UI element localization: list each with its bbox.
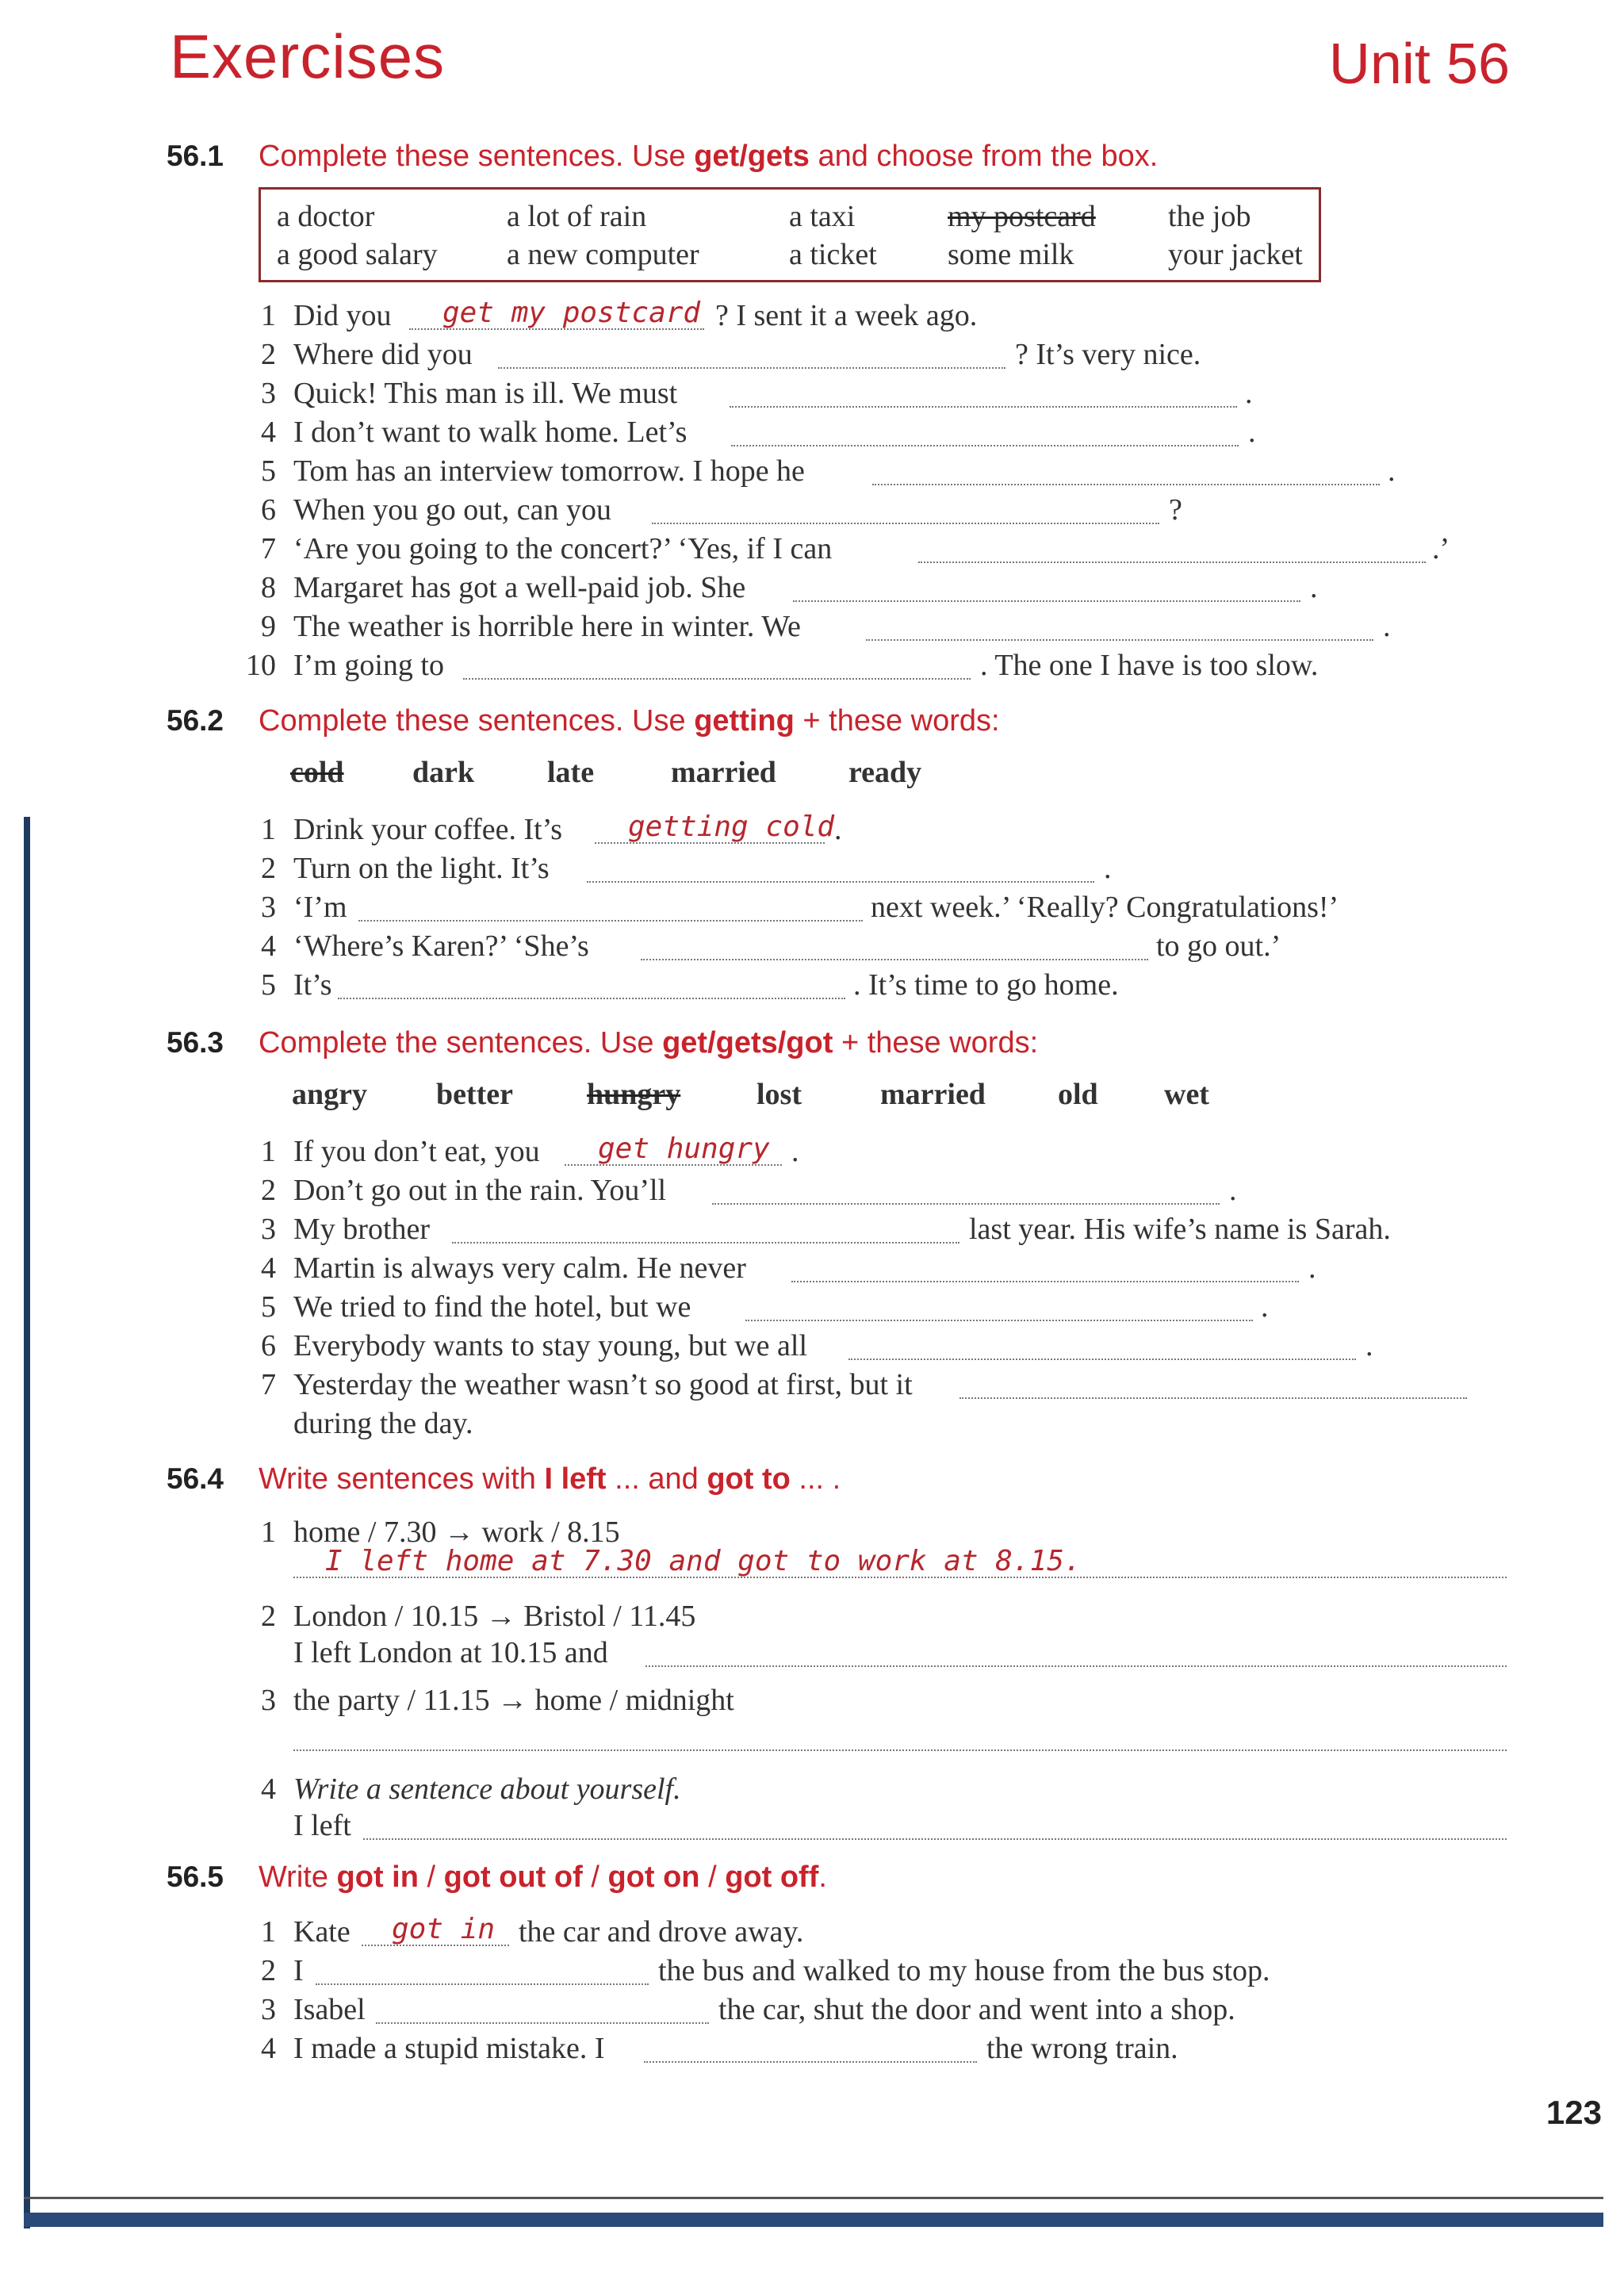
exercise-item (0, 1599, 1624, 1638)
exercise-item (0, 890, 1624, 929)
item-text: London / 10.15 → Bristol / 11.45 (293, 1600, 696, 1633)
handwritten-answer: get my postcard (442, 297, 701, 329)
box-word: a ticket (789, 238, 877, 271)
exercise-item (0, 1212, 1624, 1251)
item-number: 3 (261, 1213, 276, 1246)
box-word: a new computer (507, 238, 699, 271)
exercise-item (0, 648, 1624, 688)
exercise-number: 56.3 (167, 1026, 224, 1059)
item-number: 3 (261, 1684, 276, 1717)
exercise-item (0, 570, 1624, 610)
item-number: 2 (261, 1600, 276, 1633)
exercise-item (0, 1367, 1624, 1407)
word-list (0, 1077, 1624, 1117)
item-text: My brother (293, 1213, 431, 1246)
answer-blank[interactable] (498, 367, 1005, 369)
item-text: . (834, 813, 842, 846)
answer-blank[interactable] (959, 1397, 1467, 1399)
box-word: a lot of rain (507, 200, 647, 233)
answer-blank[interactable] (363, 1838, 1507, 1840)
word-list (0, 755, 1624, 795)
item-text: It’s (293, 968, 332, 1002)
exercise-56-4 (0, 1462, 1624, 1502)
answer-blank[interactable] (872, 484, 1380, 485)
unit-title: Unit 56 (1328, 33, 1510, 96)
item-text: If you don’t eat, you (293, 1135, 540, 1168)
page-edge-line (24, 2197, 1603, 2199)
exercise-instruction: Complete these sentences. Use getting + these words: (259, 704, 1000, 738)
answer-line (0, 1719, 1624, 1759)
page-edge-left (24, 817, 30, 2228)
answer-blank[interactable] (712, 1203, 1220, 1205)
item-text: . (791, 1135, 799, 1168)
answer-blank[interactable] (645, 1665, 1507, 1667)
word: old (1058, 1078, 1098, 1111)
item-number: 3 (261, 1993, 276, 2026)
item-text: Martin is always very calm. He never (293, 1251, 746, 1285)
item-text: . The one I have is too slow. (980, 649, 1319, 682)
item-text: . (1245, 377, 1253, 410)
exercise-item (0, 851, 1624, 891)
item-text: last year. His wife’s name is Sarah. (969, 1213, 1391, 1246)
item-text: I made a stupid mistake. I (293, 2032, 605, 2065)
exercise-item (0, 454, 1624, 493)
exercise-item (0, 531, 1624, 571)
item-text: Everybody wants to stay young, but we all (293, 1329, 808, 1362)
item-number: 8 (261, 571, 276, 604)
word: married (671, 756, 776, 789)
item-number: 5 (261, 454, 276, 488)
answer-blank[interactable] (652, 523, 1159, 524)
item-text: . (1248, 416, 1256, 449)
box-word: a good salary (277, 238, 438, 271)
word: ready (848, 756, 922, 789)
item-number: 2 (261, 1954, 276, 1987)
exercise-item (0, 1134, 1624, 1174)
item-number: 1 (261, 813, 276, 846)
item-text: Write a sentence about yourself. (293, 1772, 681, 1806)
answer-blank[interactable] (293, 1749, 1507, 1751)
item-text: When you go out, can you (293, 493, 612, 527)
item-number: 6 (261, 1329, 276, 1362)
exercise-item (0, 298, 1624, 338)
answer-blank[interactable] (731, 445, 1239, 446)
item-text: Turn on the light. It’s (293, 852, 550, 885)
exercise-item (0, 1251, 1624, 1290)
item-text: next week.’ ‘Really? Congratulations!’ (871, 891, 1339, 924)
exercise-number: 56.4 (167, 1462, 224, 1495)
exercise-item (0, 1914, 1624, 1954)
answer-blank[interactable] (848, 1359, 1356, 1360)
exercise-item (0, 609, 1624, 649)
answer-line (0, 1546, 1624, 1586)
item-text: . (1365, 1329, 1373, 1362)
item-text: Margaret has got a well-paid job. She (293, 571, 746, 604)
item-text: to go out.’ (1156, 929, 1281, 963)
item-text: Drink your coffee. It’s (293, 813, 563, 846)
answer-blank[interactable] (918, 561, 1426, 563)
page-number: 123 (1545, 2094, 1602, 2131)
exercise-item (0, 1683, 1624, 1723)
exercise-instruction: Complete the sentences. Use get/gets/got + these words: (259, 1026, 1039, 1060)
answer-blank[interactable] (866, 639, 1373, 641)
item-number: 10 (246, 649, 276, 682)
item-number: 7 (261, 1368, 276, 1401)
item-text: . It’s time to go home. (853, 968, 1119, 1002)
item-text: Tom has an interview tomorrow. I hope he (293, 454, 805, 488)
page-edge-bottom (24, 2213, 1603, 2227)
word: married (880, 1078, 986, 1111)
item-number: 1 (261, 299, 276, 332)
item-text: home / 7.30 → work / 8.15 (293, 1516, 620, 1549)
item-number: 2 (261, 1174, 276, 1207)
item-number: 4 (261, 1772, 276, 1806)
exercise-item (0, 492, 1624, 532)
answer-blank[interactable] (376, 2022, 709, 2024)
item-number: 3 (261, 377, 276, 410)
word-crossed: cold (290, 756, 344, 789)
item-number: 7 (261, 532, 276, 565)
exercise-56-5 (0, 1861, 1624, 1900)
word: late (547, 756, 595, 789)
item-text: ‘Are you going to the concert?’ ‘Yes, if I can (293, 532, 833, 565)
box-word: a taxi (789, 200, 856, 233)
item-text: Quick! This man is ill. We must (293, 377, 678, 410)
box-word: the job (1168, 200, 1251, 233)
item-text: . (1383, 610, 1391, 643)
answer-blank[interactable] (793, 600, 1300, 602)
item-number: 1 (261, 1135, 276, 1168)
item-number: 4 (261, 1251, 276, 1285)
exercise-56-2 (0, 704, 1624, 744)
answer-blank[interactable] (358, 920, 863, 922)
exercise-instruction: Write got in / got out of / got on / got off. (259, 1861, 827, 1894)
exercise-item (0, 1328, 1624, 1368)
item-text: I left (293, 1809, 351, 1842)
item-text: . (1261, 1290, 1269, 1324)
item-text: the wrong train. (986, 2032, 1178, 2065)
exercise-item (0, 1953, 1624, 1993)
item-text: the bus and walked to my house from the bus stop. (658, 1954, 1270, 1987)
exercise-item (0, 812, 1624, 852)
word: better (436, 1078, 514, 1111)
exercise-item (0, 1173, 1624, 1213)
item-text: ‘I’m (293, 891, 347, 924)
answer-blank[interactable] (745, 1320, 1253, 1321)
item-text: Isabel (293, 1993, 366, 2026)
item-number: 4 (261, 2032, 276, 2065)
answer-blank[interactable] (463, 678, 971, 680)
word: lost (756, 1078, 802, 1111)
exercise-item (0, 1992, 1624, 2032)
answer-blank[interactable] (730, 406, 1237, 408)
exercise-item (0, 929, 1624, 968)
item-text: . (1388, 454, 1396, 488)
answer-blank[interactable] (452, 1242, 959, 1244)
item-text: during the day. (293, 1407, 473, 1440)
page-title: Exercises (170, 21, 446, 91)
item-text: . (1104, 852, 1112, 885)
item-number: 4 (261, 929, 276, 963)
item-text: Yesterday the weather wasn’t so good at first, but it (293, 1368, 913, 1401)
exercise-item (0, 1772, 1624, 1811)
box-word: your jacket (1168, 238, 1303, 271)
exercise-item (0, 2031, 1624, 2071)
box-word: some milk (948, 238, 1074, 271)
item-text: I left London at 10.15 and (293, 1636, 608, 1669)
box-word-crossed: my postcard (948, 200, 1096, 233)
answer-blank[interactable] (791, 1281, 1299, 1282)
item-text: ? I sent it a week ago. (715, 299, 978, 332)
item-number: 4 (261, 416, 276, 449)
exercise-number: 56.5 (167, 1861, 224, 1893)
exercise-item (0, 415, 1624, 454)
handwritten-answer: I left home at 7.30 and got to work at 8.15. (325, 1545, 1082, 1577)
exercise-56-3 (0, 1026, 1624, 1066)
item-text: ? (1169, 493, 1182, 527)
item-text: The weather is horrible here in winter. We (293, 610, 801, 643)
exercise-item (0, 1290, 1624, 1329)
word-crossed: hungry (587, 1078, 681, 1111)
item-number: 2 (261, 852, 276, 885)
word: wet (1164, 1078, 1209, 1111)
exercise-item (0, 337, 1624, 377)
item-text: . (1308, 1251, 1316, 1285)
item-number: 1 (261, 1915, 276, 1949)
item-number: 6 (261, 493, 276, 527)
handwritten-answer: getting cold (628, 811, 835, 843)
item-number: 2 (261, 338, 276, 371)
item-number: 9 (261, 610, 276, 643)
exercise-number: 56.2 (167, 704, 224, 737)
answer-blank[interactable] (641, 959, 1148, 960)
exercise-item-continuation (0, 1808, 1624, 1848)
exercise-item-continuation (0, 1406, 1624, 1446)
item-text: Don’t go out in the rain. You’ll (293, 1174, 667, 1207)
word: dark (412, 756, 475, 789)
item-number: 3 (261, 891, 276, 924)
item-text: We tried to find the hotel, but we (293, 1290, 691, 1324)
answer-blank[interactable] (316, 1983, 649, 1985)
item-text: the car, shut the door and went into a shop. (718, 1993, 1235, 2026)
word: angry (292, 1078, 367, 1111)
handwritten-answer: got in (392, 1913, 496, 1945)
item-text: the party / 11.15 → home / midnight (293, 1684, 734, 1717)
exercise-number: 56.1 (167, 140, 224, 172)
item-text: . (1310, 571, 1318, 604)
exercise-item (0, 376, 1624, 416)
item-text: I (293, 1954, 304, 1987)
item-text: the car and drove away. (519, 1915, 804, 1949)
exercise-instruction: Write sentences with I left ... and got to ... . (259, 1462, 841, 1496)
item-number: 5 (261, 968, 276, 1002)
exercise-item-continuation (0, 1635, 1624, 1675)
item-text: ‘Where’s Karen?’ ‘She’s (293, 929, 589, 963)
item-text: ? It’s very nice. (1015, 338, 1201, 371)
word-box (259, 187, 1321, 282)
item-text: .’ (1432, 532, 1450, 565)
item-text: I’m going to (293, 649, 444, 682)
item-text: Did you (293, 299, 392, 332)
item-text: I don’t want to walk home. Let’s (293, 416, 688, 449)
box-word: a doctor (277, 200, 375, 233)
answer-blank[interactable] (587, 881, 1094, 883)
item-text: Kate (293, 1915, 350, 1949)
item-text: Where did you (293, 338, 473, 371)
item-text: . (1229, 1174, 1237, 1207)
answer-blank[interactable] (338, 998, 845, 999)
item-number: 1 (261, 1516, 276, 1549)
answer-blank[interactable] (644, 2061, 977, 2063)
exercise-instruction: Complete these sentences. Use get/gets and choose from the box. (259, 140, 1159, 173)
handwritten-answer: get hungry (598, 1132, 770, 1165)
item-number: 5 (261, 1290, 276, 1324)
exercise-item (0, 968, 1624, 1007)
